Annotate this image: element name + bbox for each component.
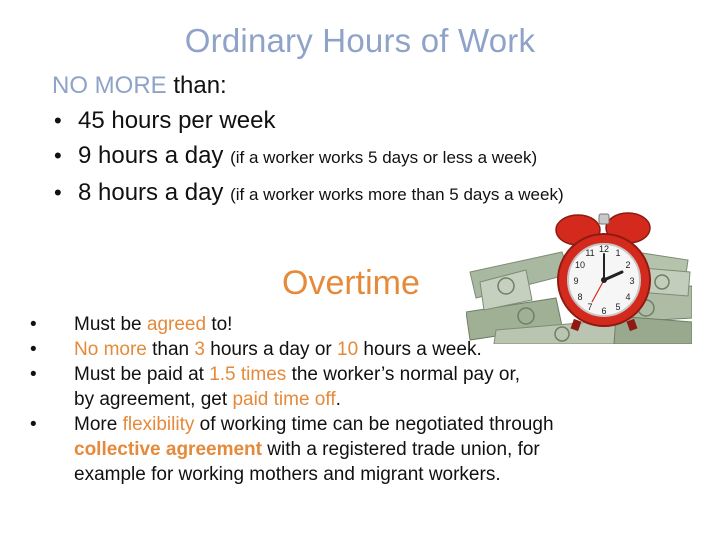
list-item: • No more than 3 hours a day or 10 hours a week.: [30, 337, 690, 362]
svg-text:5: 5: [615, 302, 621, 312]
overtime-heading: Overtime: [282, 264, 420, 302]
overtime-list: [30, 312, 690, 487]
lead-rest: than:: [166, 72, 227, 99]
svg-text:1: 1: [615, 248, 621, 258]
overtime-section: [30, 312, 690, 487]
svg-text:8: 8: [577, 292, 583, 302]
list-item: • Must be agreed to!: [30, 312, 690, 337]
svg-text:6: 6: [601, 306, 607, 316]
ordinary-hours-section: [52, 68, 692, 212]
no-more-highlight: NO MORE: [52, 72, 167, 99]
no-more-than-lead: [52, 68, 692, 103]
hours-list: [52, 103, 692, 212]
svg-text:7: 7: [587, 302, 593, 312]
slide-title: Ordinary Hours of Work: [184, 22, 536, 59]
list-item: • More flexibility of working time can be negotiated through collective agreement with a registered trade union, for example for working mothers and migrant workers.: [30, 412, 690, 487]
svg-text:2: 2: [625, 260, 631, 270]
svg-text:10: 10: [574, 260, 586, 270]
list-item: • 45 hours per week: [52, 103, 692, 138]
svg-text:11: 11: [585, 248, 595, 258]
svg-text:12: 12: [598, 244, 610, 254]
svg-text:9: 9: [573, 276, 579, 286]
list-item: • 9 hours a day (if a worker works 5 days or less a week): [52, 138, 692, 175]
svg-text:4: 4: [625, 292, 631, 302]
svg-text:3: 3: [629, 276, 635, 286]
list-item: • 8 hours a day (if a worker works more than 5 days a week): [52, 175, 692, 212]
list-item: • Must be paid at 1.5 times the worker’s normal pay or, by agreement, get paid time off.: [30, 362, 690, 412]
